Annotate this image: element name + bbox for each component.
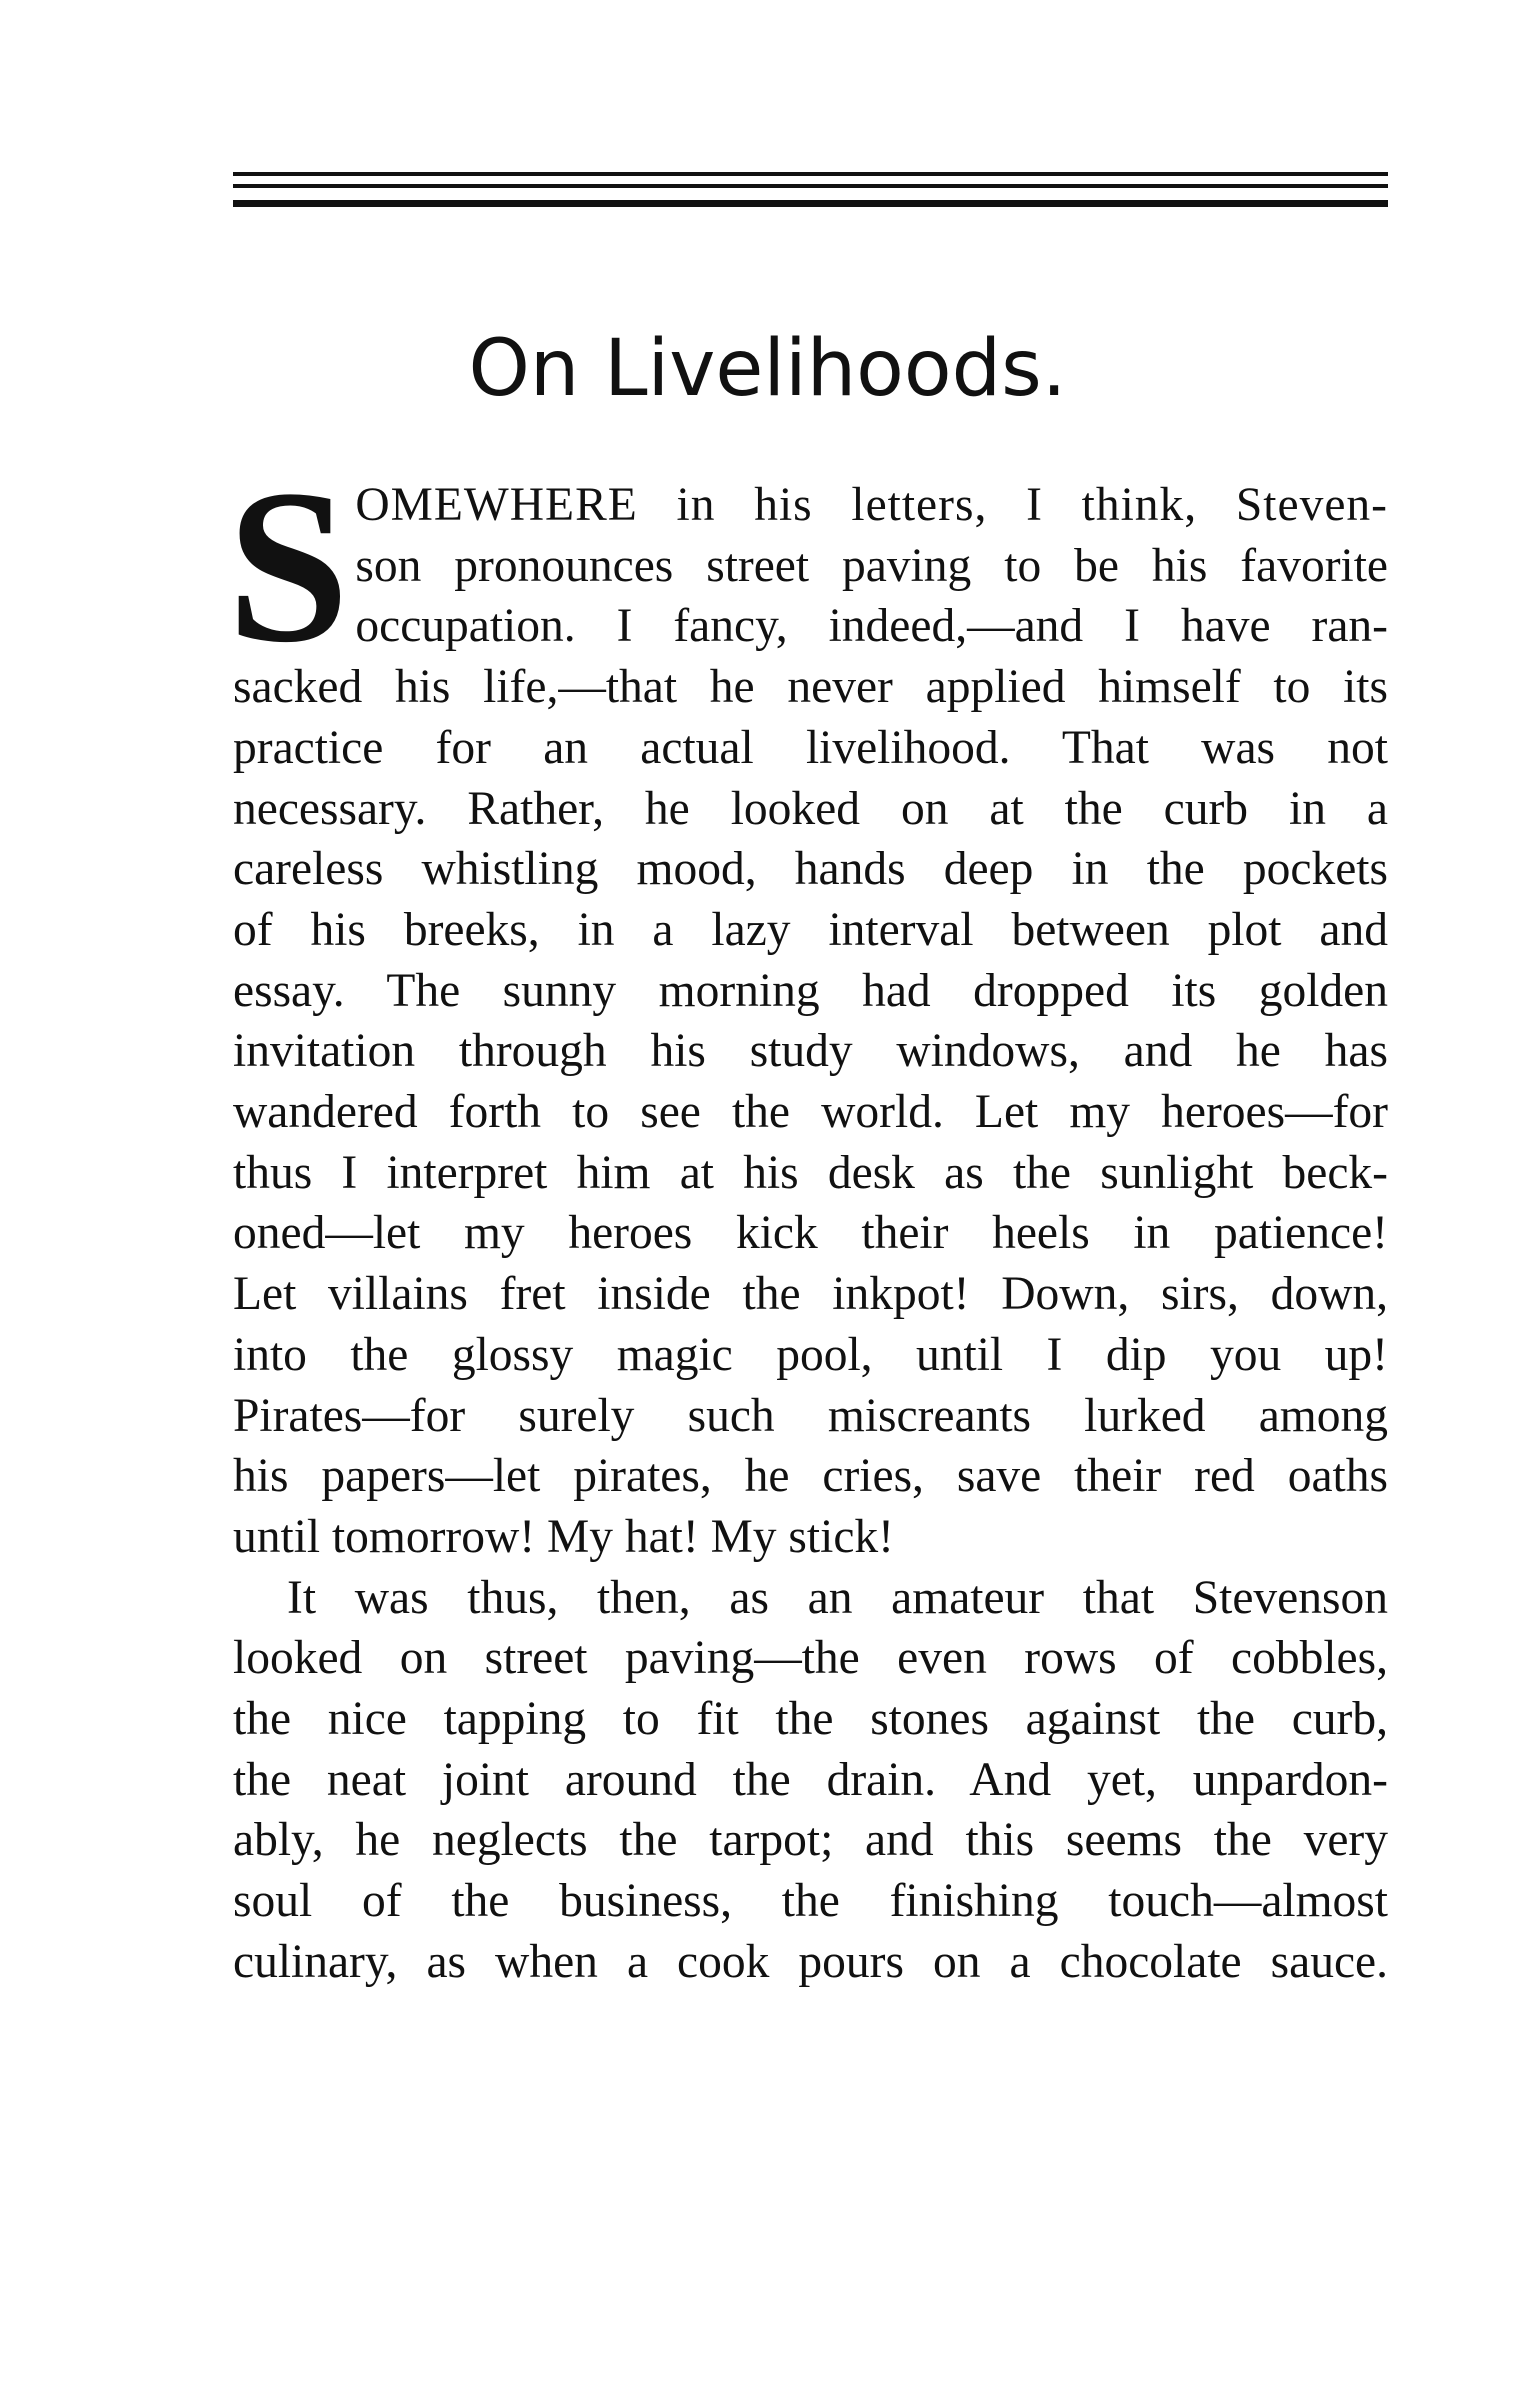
text-line: until tomorrow! My hat! My stick! xyxy=(233,1510,894,1563)
text-line: the nice tapping to fit the stones against the curb, xyxy=(233,1693,1388,1746)
paragraph-1 xyxy=(227,444,1388,1568)
text-line: of his breeks, in a lazy interval between plot and xyxy=(233,903,1388,956)
text-line: sacked his life,—that he never applied himself to its xyxy=(233,661,1388,714)
text-line: oned—let my heroes kick their heels in patience! xyxy=(233,1207,1388,1260)
text-line: practice for an actual livelihood. That was not xyxy=(233,721,1388,774)
text-line: ably, he neglects the tarpot; and this seems the very xyxy=(233,1814,1388,1867)
page-title: On Livelihoods. xyxy=(468,324,1067,414)
text-line: thus I interpret him at his desk as the sunlight beck- xyxy=(233,1146,1388,1199)
text-line: soul of the business, the finishing touch—almost xyxy=(233,1875,1388,1928)
text-line: looked on street paving—the even rows of cobbles, xyxy=(233,1632,1388,1685)
paragraph-2 xyxy=(233,1568,1388,1993)
header-rule-1 xyxy=(233,172,1388,176)
text-line: wandered forth to see the world. Let my heroes—for xyxy=(233,1086,1388,1139)
header-rules xyxy=(233,172,1388,207)
text-line: into the glossy magic pool, until I dip you up! xyxy=(233,1328,1388,1381)
text-line: the neat joint around the drain. And yet, unpardon- xyxy=(233,1753,1388,1806)
text-line: careless whistling mood, hands deep in the pockets xyxy=(233,843,1388,896)
text-line: invitation through his study windows, and he has xyxy=(233,1025,1388,1078)
text-line: occupation. I fancy, indeed,—and I have ran- xyxy=(355,600,1388,653)
text-line: Pirates—for surely such miscreants lurked among xyxy=(233,1389,1388,1442)
body-text xyxy=(227,444,1388,1993)
header-rule-3 xyxy=(233,200,1388,207)
text-line: culinary, as when a cook pours on a chocolate sauce. xyxy=(233,1935,1388,1988)
text-line: Let villains fret inside the inkpot! Down, sirs, down, xyxy=(233,1268,1388,1321)
text-line: necessary. Rather, he looked on at the curb in a xyxy=(233,782,1388,835)
text-line: essay. The sunny morning had dropped its golden xyxy=(233,964,1388,1017)
header-rule-2 xyxy=(233,184,1388,188)
text-line: It was thus, then, as an amateur that Stevenson xyxy=(287,1571,1388,1624)
drop-cap: S xyxy=(227,444,350,688)
text-line: OMEWHERE in his letters, I think, Steven- xyxy=(355,479,1388,531)
text-line: his papers—let pirates, he cries, save their red oaths xyxy=(233,1450,1388,1503)
text-line: son pronounces street paving to be his favorite xyxy=(355,539,1388,592)
